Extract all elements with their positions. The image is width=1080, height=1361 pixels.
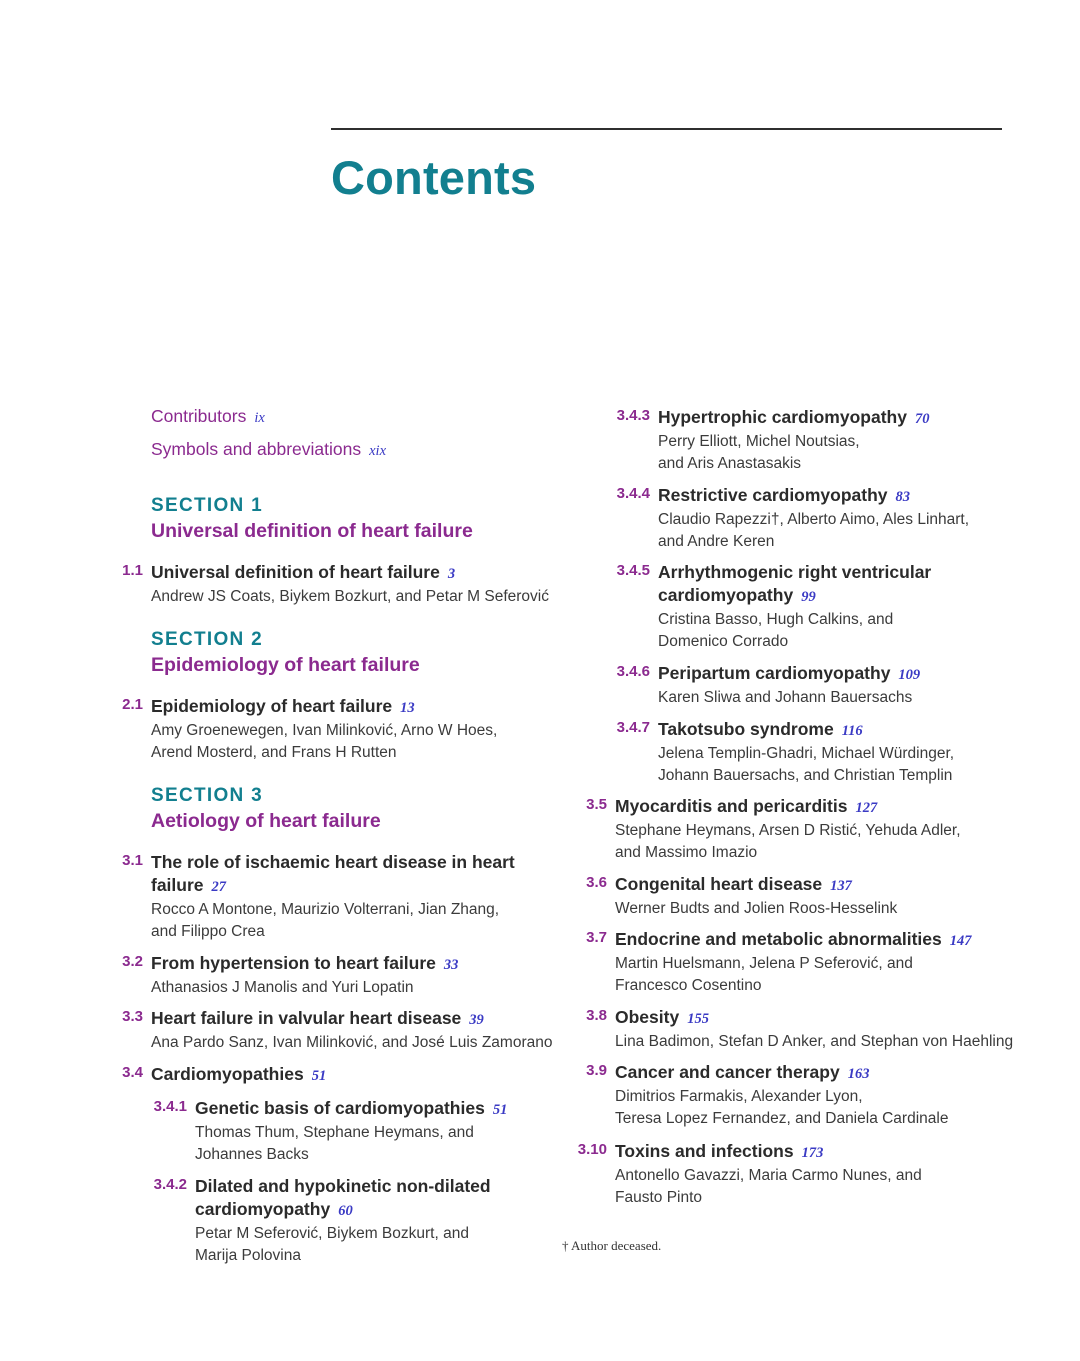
page-number: 70 <box>914 411 930 427</box>
entry-title-line: The role of ischaemic heart disease in heart <box>151 852 515 872</box>
page-number: 116 <box>841 723 863 739</box>
entry-title-row <box>615 873 897 898</box>
entry-number: 2.1 <box>122 696 143 713</box>
entry-authors-line: Stephane Heymans, Arsen D Ristić, Yehuda Adler, <box>615 822 961 839</box>
entry-title-row <box>151 561 549 586</box>
entry-number: 3.4.5 <box>616 562 650 579</box>
entry-number: 3.2 <box>122 953 143 970</box>
entry-title-row <box>151 952 458 977</box>
entry-authors-line: Cristina Basso, Hugh Calkins, and <box>658 611 894 628</box>
toc-entry-3-4-4[interactable] <box>616 484 970 553</box>
entry-authors-line: Ana Pardo Sanz, Ivan Milinković, and José Luis Zamorano <box>151 1034 553 1051</box>
page-number: 51 <box>492 1102 508 1118</box>
toc-front-contributors[interactable] <box>151 406 265 427</box>
entry-authors-line: and Filippo Crea <box>151 923 265 940</box>
page-number: xix <box>369 443 387 459</box>
toc-entry-3-1[interactable] <box>122 851 515 943</box>
page-number: 173 <box>801 1145 824 1161</box>
footnote: † Author deceased. <box>562 1238 662 1253</box>
toc-entry-3-9[interactable] <box>586 1061 949 1130</box>
toc-entry-3-4-1[interactable] <box>153 1097 508 1166</box>
entry-title-line: Dilated and hypokinetic non-dilated <box>195 1176 491 1196</box>
page-number: 83 <box>895 489 911 505</box>
page-number: 3 <box>447 566 456 582</box>
entry-number: 3.4.4 <box>616 485 650 502</box>
entry-number: 3.7 <box>586 929 607 946</box>
page-number: 127 <box>855 800 878 816</box>
entry-authors-line: Dimitrios Farmakis, Alexander Lyon, <box>615 1088 863 1105</box>
entry-authors-line: Fausto Pinto <box>615 1189 703 1206</box>
entry-authors-line: Lina Badimon, Stefan D Anker, and Stephan von Haehling <box>615 1033 1014 1050</box>
toc-entry-3-10[interactable] <box>577 1140 922 1209</box>
entry-title-row <box>658 718 954 743</box>
entry-title-row <box>615 1061 948 1086</box>
entry-title-row <box>658 662 920 687</box>
entry-authors-line: Werner Budts and Jolien Roos-Hesselink <box>615 900 898 917</box>
front-label: Contributors <box>151 406 247 426</box>
entry-title-line: Congenital heart disease <box>615 874 823 894</box>
entry-authors-line: Martin Huelsmann, Jelena P Seferović, and <box>615 955 913 972</box>
page-number: 51 <box>311 1068 327 1084</box>
entry-authors-line: Amy Groenewegen, Ivan Milinković, Arno W Hoes, <box>151 722 498 739</box>
entry-title-row <box>658 406 929 431</box>
page-title: Contents <box>331 151 537 204</box>
page-number: 27 <box>211 879 227 895</box>
entry-title-row <box>615 1140 922 1165</box>
section-2-label: SECTION 2 <box>151 629 263 650</box>
section-3-label: SECTION 3 <box>151 785 263 806</box>
entry-number: 3.5 <box>586 796 607 813</box>
entry-authors-line: Johannes Backs <box>195 1146 309 1163</box>
page-number: 147 <box>949 933 972 949</box>
entry-number: 3.3 <box>122 1008 143 1025</box>
page-number: 109 <box>898 667 921 683</box>
toc-entry-3-4-5[interactable] <box>616 561 932 653</box>
entry-number: 3.4.1 <box>153 1098 187 1115</box>
entry-authors-line: Petar M Seferović, Biykem Bozkurt, and <box>195 1225 469 1242</box>
entry-title-row <box>615 928 972 953</box>
entry-authors-line: Athanasios J Manolis and Yuri Lopatin <box>151 979 414 996</box>
page-number: 13 <box>400 700 415 716</box>
entry-title-line: Hypertrophic cardiomyopathy <box>658 407 907 427</box>
entry-title-row <box>151 874 515 899</box>
entry-title-line: Cancer and cancer therapy <box>615 1062 840 1082</box>
entry-authors-line: Andrew JS Coats, Biykem Bozkurt, and Petar M Seferović <box>151 588 549 605</box>
entry-number: 3.4.7 <box>616 719 650 736</box>
toc-entry-2-1[interactable] <box>122 695 498 764</box>
page-number: ix <box>254 410 265 426</box>
entry-authors-line: and Massimo Imazio <box>615 844 758 861</box>
toc-entry-3-3[interactable] <box>122 1007 553 1054</box>
toc-entry-3-4-7[interactable] <box>616 718 955 787</box>
header-rule <box>331 128 1002 130</box>
entry-title-line: failure <box>151 875 204 895</box>
front-label: Symbols and abbreviations <box>151 439 362 459</box>
entry-authors-line: Arend Mosterd, and Frans H Rutten <box>151 744 397 761</box>
entry-title-row <box>195 1097 507 1122</box>
section-3-title[interactable]: Aetiology of heart failure <box>151 810 381 832</box>
entry-number: 3.4.2 <box>153 1176 187 1193</box>
page-number: 39 <box>469 1012 484 1028</box>
entry-authors-line: Teresa Lopez Fernandez, and Daniela Cardinale <box>615 1110 949 1127</box>
entry-title-row <box>658 584 931 609</box>
toc-entry-3-4[interactable] <box>122 1063 327 1088</box>
entry-title-row <box>658 484 969 509</box>
entry-title-line: From hypertension to heart failure <box>151 953 436 973</box>
section-2-title[interactable]: Epidemiology of heart failure <box>151 654 420 676</box>
toc-front-abbreviations[interactable] <box>151 439 386 460</box>
entry-authors-line: Claudio Rapezzi†, Alberto Aimo, Ales Linhart, <box>658 511 970 528</box>
entry-title-row <box>615 1006 1013 1031</box>
entry-authors-line: Perry Elliott, Michel Noutsias, <box>658 433 860 450</box>
entry-title-line: Cardiomyopathies <box>151 1064 304 1084</box>
entry-title-row <box>615 795 961 820</box>
entry-authors-line: Domenico Corrado <box>658 633 789 650</box>
toc-entry-3-8[interactable] <box>586 1006 1014 1053</box>
entry-title-line: Epidemiology of heart failure <box>151 696 393 716</box>
section-1-title[interactable]: Universal definition of heart failure <box>151 520 473 542</box>
entry-number: 3.1 <box>122 852 143 869</box>
entry-authors-line: Karen Sliwa and Johann Bauersachs <box>658 689 913 706</box>
toc-entry-1-1[interactable] <box>122 561 549 608</box>
toc-entry-3-6[interactable] <box>586 873 898 920</box>
entry-title-line: Obesity <box>615 1007 680 1027</box>
entry-title-line: Restrictive cardiomyopathy <box>658 485 888 505</box>
toc-entry-3-5[interactable] <box>586 795 961 864</box>
entry-title-row <box>151 695 497 720</box>
page-number: 60 <box>338 1203 353 1219</box>
entry-title-line: Myocarditis and pericarditis <box>615 796 848 816</box>
entry-title-row <box>151 1007 553 1032</box>
entry-authors-line: Francesco Cosentino <box>615 977 762 994</box>
entry-number: 3.6 <box>586 874 607 891</box>
entry-title-line: Universal definition of heart failure <box>151 562 440 582</box>
page-number: 155 <box>687 1011 709 1027</box>
entry-authors-line: Thomas Thum, Stephane Heymans, and <box>195 1124 474 1141</box>
toc-entry-3-4-6[interactable] <box>616 662 921 709</box>
page-number: 137 <box>830 878 852 894</box>
toc-entry-3-2[interactable] <box>122 952 459 999</box>
entry-number: 3.4 <box>122 1064 143 1081</box>
toc-entry-3-4-3[interactable] <box>616 406 930 475</box>
entry-title-line: Takotsubo syndrome <box>658 719 834 739</box>
page-number: 163 <box>847 1066 870 1082</box>
entry-title-row <box>151 1063 326 1088</box>
entry-authors-line: and Andre Keren <box>658 533 775 550</box>
entry-title-line: Peripartum cardiomyopathy <box>658 663 891 683</box>
entry-title-line: Arrhythmogenic right ventricular <box>658 562 932 582</box>
entry-number: 3.8 <box>586 1007 607 1024</box>
entry-number: 3.9 <box>586 1062 607 1079</box>
entry-authors-line: Jelena Templin-Ghadri, Michael Würdinger, <box>658 745 955 762</box>
entry-authors-line: Rocco A Montone, Maurizio Volterrani, Jian Zhang, <box>151 901 500 918</box>
section-1-label: SECTION 1 <box>151 495 263 516</box>
toc-entry-3-4-2[interactable] <box>153 1175 491 1267</box>
page-number: 33 <box>443 957 459 973</box>
entry-authors-line: and Aris Anastasakis <box>658 455 802 472</box>
entry-title-line: cardiomyopathy <box>195 1199 331 1219</box>
entry-title-line: cardiomyopathy <box>658 585 794 605</box>
entry-title-row <box>195 1198 491 1223</box>
entry-title-line: Genetic basis of cardiomyopathies <box>195 1098 485 1118</box>
entry-title-line: Toxins and infections <box>615 1141 794 1161</box>
entry-authors-line: Marija Polovina <box>195 1247 301 1264</box>
entry-number: 1.1 <box>122 562 143 579</box>
entry-number: 3.4.3 <box>616 407 650 424</box>
page-number: 99 <box>801 589 816 605</box>
entry-authors-line: Antonello Gavazzi, Maria Carmo Nunes, and <box>615 1167 922 1184</box>
entry-title-line: Endocrine and metabolic abnormalities <box>615 929 942 949</box>
entry-authors-line: Johann Bauersachs, and Christian Templin <box>658 767 953 784</box>
toc-entry-3-7[interactable] <box>586 928 972 997</box>
entry-number: 3.4.6 <box>616 663 650 680</box>
entry-number: 3.10 <box>577 1141 607 1158</box>
entry-title-line: Heart failure in valvular heart disease <box>151 1008 462 1028</box>
